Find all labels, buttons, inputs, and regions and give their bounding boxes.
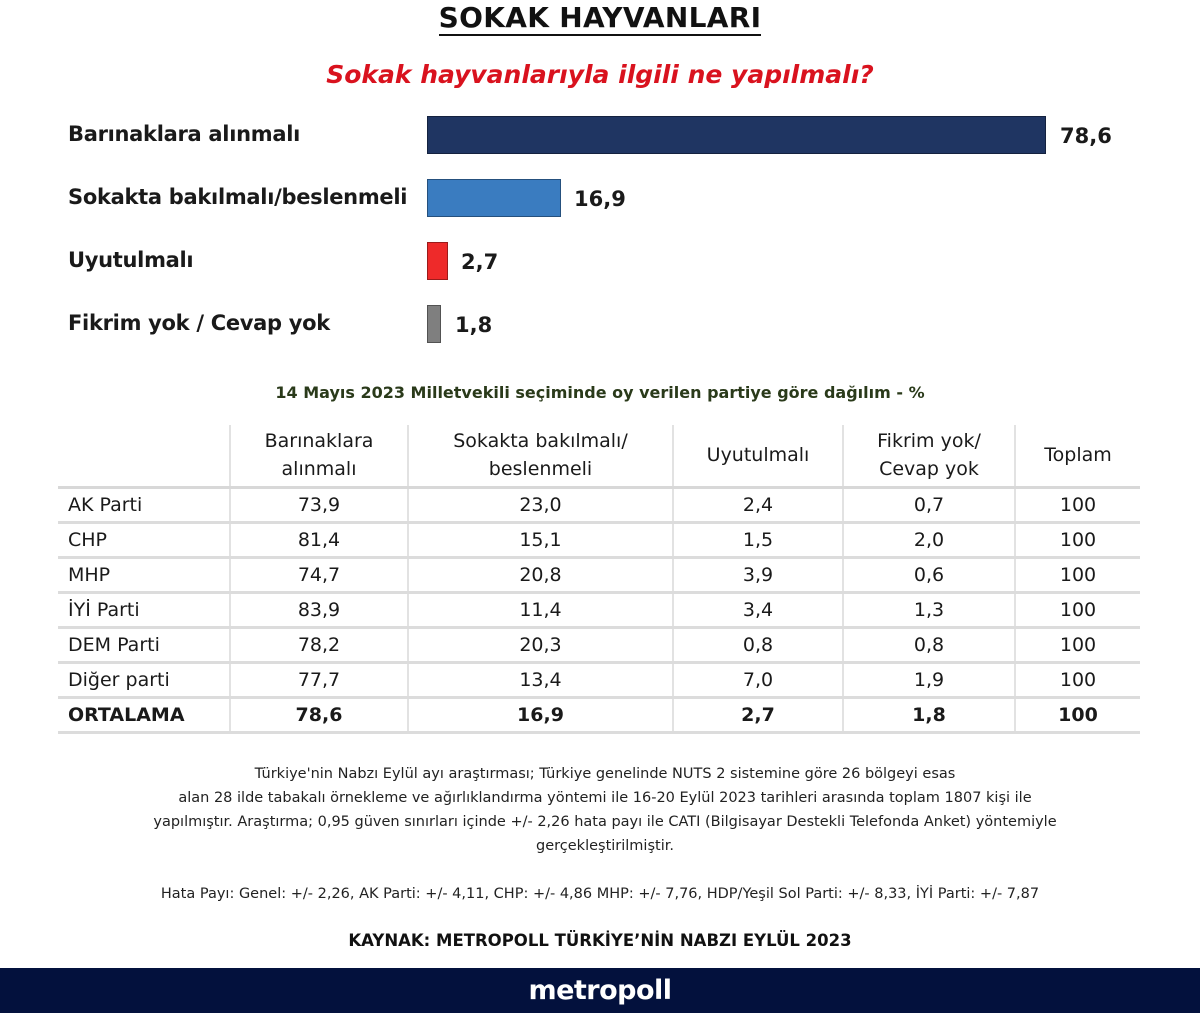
table-row [58, 522, 1140, 557]
cell-value: 2,0 [843, 522, 1015, 557]
cell-value: 1,9 [843, 662, 1015, 697]
bar-row-shelters [0, 116, 1200, 156]
methodology-line: yapılmıştır. Araştırma; 0,95 güven sınırları içinde +/- 2,26 hata payı ile CATI (Bilgisayar Destekli Telefonda Anket) yöntemiyle [153, 814, 1057, 830]
header-text: Sokakta bakılmalı/ [453, 430, 628, 453]
table-header-row [58, 425, 1140, 487]
cell-value: 11,4 [408, 592, 673, 627]
bar-label: Fikrim yok / Cevap yok [68, 311, 330, 335]
bar-row-no-opinion [0, 305, 1200, 345]
cell-value: 0,8 [843, 627, 1015, 662]
cell-party: ORTALAMA [58, 697, 230, 732]
bar-label: Barınaklara alınmalı [68, 122, 300, 146]
cell-value: 100 [1015, 557, 1140, 592]
cell-value: 78,2 [230, 627, 408, 662]
table-row-average [58, 697, 1140, 732]
cell-value: 23,0 [408, 487, 673, 522]
cell-value: 1,3 [843, 592, 1015, 627]
header-text: Toplam [1044, 444, 1112, 467]
cell-value: 73,9 [230, 487, 408, 522]
header-text: Barınaklara [264, 430, 374, 453]
cell-value: 100 [1015, 522, 1140, 557]
methodology-line: alan 28 ilde tabakalı örnekleme ve ağırlıklandırma yöntemi ile 16-20 Eylül 2023 tarihleri arasında toplam 1807 kişi ile [178, 790, 1032, 806]
cell-value: 100 [1015, 627, 1140, 662]
cell-value: 2,7 [673, 697, 843, 732]
table-row [58, 592, 1140, 627]
cell-value: 78,6 [230, 697, 408, 732]
cell-value: 3,9 [673, 557, 843, 592]
cell-value: 15,1 [408, 522, 673, 557]
methodology-line: gerçekleştirilmiştir. [536, 838, 674, 854]
bar-label: Uyutulmalı [68, 248, 194, 272]
methodology-line: Türkiye'nin Nabzı Eylül ayı araştırması; Türkiye genelinde NUTS 2 sistemine göre 26 bölgeyi esas [254, 766, 956, 782]
cell-party: AK Parti [58, 487, 230, 522]
table-row [58, 557, 1140, 592]
cell-value: 1,8 [843, 697, 1015, 732]
bar-label: Sokakta bakılmalı/beslenmeli [68, 185, 408, 209]
cell-party: İYİ Parti [58, 592, 230, 627]
header-text: Fikrim yok/ [877, 430, 981, 453]
page-title-text: SOKAK HAYVANLARI [438, 1, 762, 34]
cell-value: 7,0 [673, 662, 843, 697]
header-text: beslenmeli [488, 458, 593, 481]
cell-value: 0,7 [843, 487, 1015, 522]
cell-value: 0,8 [673, 627, 843, 662]
cell-value: 83,9 [230, 592, 408, 627]
cell-party: Diğer parti [58, 662, 230, 697]
cell-value: 77,7 [230, 662, 408, 697]
cell-party: CHP [58, 522, 230, 557]
cell-value: 100 [1015, 487, 1140, 522]
header-party [58, 425, 230, 487]
bar-value: 1,8 [455, 313, 493, 337]
bar-row-euthanize [0, 242, 1200, 282]
header-total [1015, 425, 1140, 487]
cell-value: 100 [1015, 697, 1140, 732]
table-row [58, 487, 1140, 522]
bar-euthanize [427, 242, 448, 280]
table-caption: 14 Mayıs 2023 Milletvekili seçiminde oy verilen partiye göre dağılım - % [275, 383, 925, 402]
cell-value: 1,5 [673, 522, 843, 557]
cell-value: 74,7 [230, 557, 408, 592]
cell-value: 2,4 [673, 487, 843, 522]
page-title [0, 0, 1200, 36]
methodology-notes [90, 762, 1120, 858]
header-euthanize [673, 425, 843, 487]
footer-band [0, 968, 1200, 1013]
header-text: Cevap yok [879, 458, 979, 481]
cell-value: 3,4 [673, 592, 843, 627]
bar-street-care [427, 179, 561, 217]
cell-value: 0,6 [843, 557, 1015, 592]
bar-value: 78,6 [1060, 124, 1112, 148]
header-text: alınmalı [281, 458, 357, 481]
cell-value: 13,4 [408, 662, 673, 697]
cell-value: 20,8 [408, 557, 673, 592]
cell-value: 100 [1015, 592, 1140, 627]
cell-value: 20,3 [408, 627, 673, 662]
header-text: Uyutulmalı [706, 444, 810, 467]
bar-value: 16,9 [574, 187, 626, 211]
bar-shelters [427, 116, 1046, 154]
party-breakdown-table [58, 425, 1140, 734]
header-no-opinion [843, 425, 1015, 487]
margin-of-error: Hata Payı: Genel: +/- 2,26, AK Parti: +/- 4,11, CHP: +/- 4,86 MHP: +/- 7,76, HDP/Yeşil Sol Parti: +/- 8,33, İYİ Parti: +/- 7,87 [160, 886, 1040, 902]
cell-value: 100 [1015, 662, 1140, 697]
brand-logo: metropoll [528, 975, 672, 1006]
source-credit: KAYNAK: METROPOLL TÜRKİYE’NİN NABZI EYLÜL 2023 [348, 931, 852, 950]
bar-no-opinion [427, 305, 441, 343]
cell-party: MHP [58, 557, 230, 592]
bar-value: 2,7 [461, 250, 499, 274]
cell-party: DEM Parti [58, 627, 230, 662]
header-shelters [230, 425, 408, 487]
survey-question: Sokak hayvanlarıyla ilgili ne yapılmalı? [326, 60, 874, 89]
cell-value: 81,4 [230, 522, 408, 557]
bar-row-street-care [0, 179, 1200, 219]
cell-value: 16,9 [408, 697, 673, 732]
table-row [58, 662, 1140, 697]
table-row [58, 627, 1140, 662]
header-street-care [408, 425, 673, 487]
